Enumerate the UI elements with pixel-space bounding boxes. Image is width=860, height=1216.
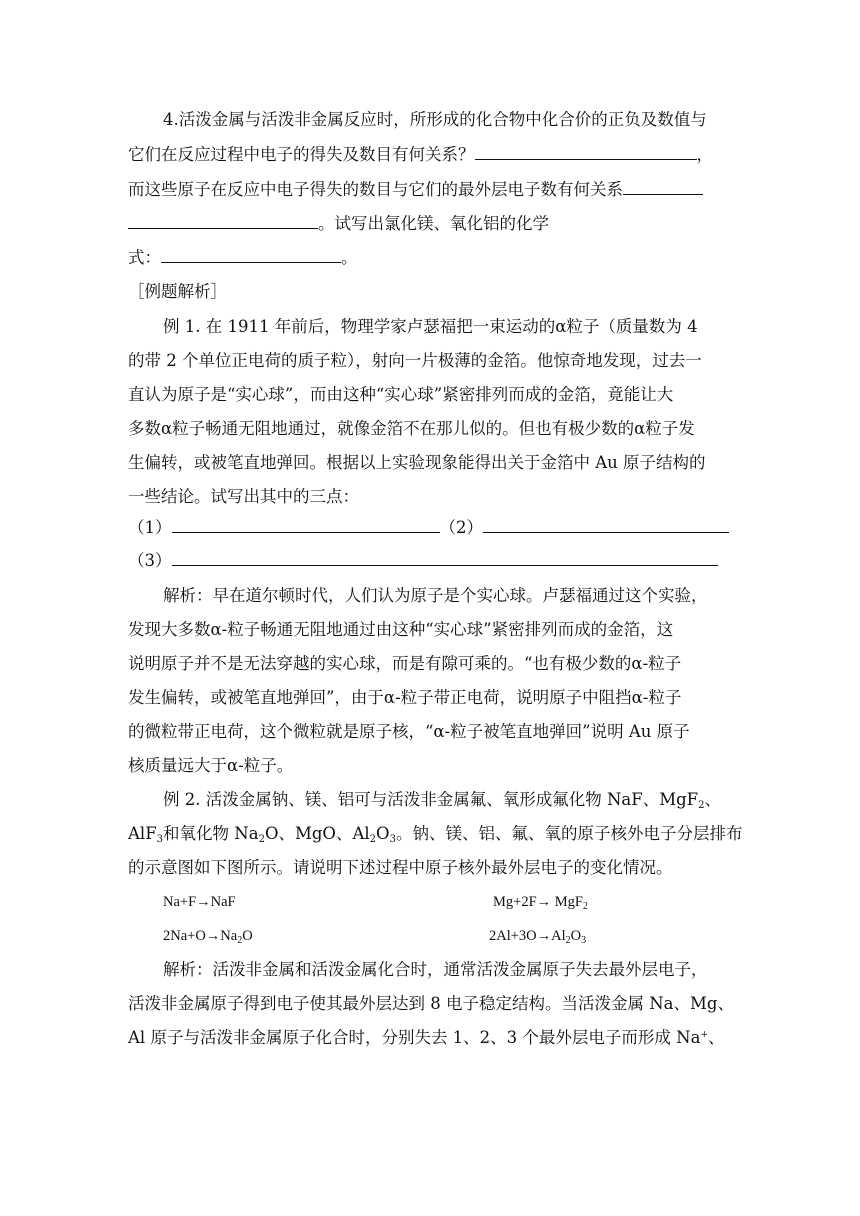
answer-label-3: （3） xyxy=(128,551,172,570)
answer-blank-q4-outer-electrons-a[interactable] xyxy=(623,176,703,195)
equation-4 xyxy=(489,920,586,952)
example2-line-2 xyxy=(128,818,743,850)
example1-line: 一些结论。试写出其中的三点： xyxy=(128,487,359,506)
analysis1-line: 发生偏转，或被笔直地弹回”，由于α-粒子带正电荷，说明原子中阻挡α-粒子 xyxy=(128,688,682,707)
analysis2-line-3-text: Al 原子与活泼非金属原子化合时，分别失去 1、2、3 个最外层电子而形成 Na xyxy=(128,1028,701,1047)
subscript: 2 xyxy=(237,935,243,946)
equation-2 xyxy=(493,886,588,918)
formula-text: O xyxy=(376,824,390,843)
q4-line-1: 4.活泼金属与活泼非金属反应时，所形成的化合物中化合价的正负及数值与 xyxy=(163,110,707,129)
example1-line: 多数α粒子畅通无阻地通过，就像金箔不在那儿似的。但也有极少数的α粒子发 xyxy=(128,419,695,438)
equation-text: O xyxy=(242,928,253,944)
q4-line-4-text: 。试写出氯化镁、氧化铝的化学 xyxy=(318,214,549,233)
q4-line-3 xyxy=(128,174,738,206)
example2-line-1-text: 例 2. 活泼金属钠、镁、铝可与活泼非金属氟、氧形成氟化物 NaF、MgF xyxy=(163,790,699,809)
example2-line-3: 的示意图如下图所示。请说明下述过程中原子核外最外层电子的变化情况。 xyxy=(128,858,673,877)
analysis2-line-2: 活泼非金属原子得到电子使其最外层达到 8 电子稳定结构。当活泼金属 Na、Mg、 xyxy=(128,994,734,1013)
equation-text: 2Na+O→Na xyxy=(163,928,238,944)
answer-label-1: （1） xyxy=(128,518,172,537)
analysis2-line-1: 解析：活泼非金属和活泼金属化合时，通常活泼金属原子失去最外层电子， xyxy=(163,960,708,979)
subscript: 3 xyxy=(581,935,587,946)
q4-line-5 xyxy=(128,242,738,274)
analysis2-line-3 xyxy=(128,1022,738,1054)
analysis1-line: 的微粒带正电荷，这个微粒就是原子核，“α-粒子被笔直地弹回”说明 Au 原子 xyxy=(128,722,690,741)
example1-answer-row-2 xyxy=(128,545,738,577)
equation-1: Na+F→NaF xyxy=(163,894,236,910)
analysis1-line: 发现大多数α-粒子畅通无阻地通过由这种“实心球”紧密排列而成的金箔，这 xyxy=(128,620,674,639)
example2-line-1-end: 、 xyxy=(704,790,721,809)
formula-text: 和氧化物 Na xyxy=(163,824,259,843)
answer-label-2: （2） xyxy=(439,518,483,537)
example1-line: 的带 2 个单位正电荷的质子粒），射向一片极薄的金箔。他惊奇地发现，过去一 xyxy=(128,351,702,370)
subscript: 2 xyxy=(369,834,377,845)
formula-text: O、MgO、Al xyxy=(264,824,370,843)
analysis2-line-3-end: 、 xyxy=(708,1028,725,1047)
equation-text: O xyxy=(570,928,582,944)
analysis1-line: 说明原子并不是无法穿越的实心球，而是有隙可乘的。“也有极少数的α-粒子 xyxy=(128,654,682,673)
answer-blank-q4-relation[interactable] xyxy=(475,141,697,160)
q4-line-4 xyxy=(128,208,738,240)
answer-blank-3[interactable] xyxy=(172,547,718,566)
answer-blank-1[interactable] xyxy=(172,514,440,533)
q4-line-3-text: 而这些原子在反应中电子得失的数目与它们的最外层电子数有何关系 xyxy=(128,180,623,199)
q4-line-5-text: 式： xyxy=(128,248,161,267)
subscript: 2 xyxy=(258,834,265,845)
subscript: 3 xyxy=(389,834,396,845)
example1-answer-row-1 xyxy=(128,512,738,544)
q4-line-2 xyxy=(128,139,738,171)
answer-blank-q4-formula[interactable] xyxy=(161,244,341,263)
subscript: 2 xyxy=(582,901,588,912)
analysis1-line: 核质量远大于α-粒子。 xyxy=(128,756,294,775)
example2-line-1 xyxy=(163,784,773,816)
subscript: 2 xyxy=(698,800,705,811)
example1-line: 生偏转，或被笔直地弹回。根据以上实验现象能得出关于金箔中 Au 原子结构的 xyxy=(128,453,706,472)
q4-line-2-text: 它们在反应过程中电子的得失及数目有何关系？ xyxy=(128,145,475,164)
example2-line-2-text: 。钠、镁、铝、氟、氧的原子核外电子分层排布 xyxy=(395,824,743,843)
subscript: 3 xyxy=(156,834,164,845)
equation-text: Mg+2F→ MgF xyxy=(493,894,583,910)
analysis1-line: 解析：早在道尔顿时代，人们认为原子是个实心球。卢瑟福通过这个实验， xyxy=(163,586,708,605)
q4-line-2-comma: ， xyxy=(696,145,713,164)
answer-blank-2[interactable] xyxy=(483,514,729,533)
example1-line: 直认为原子是“实心球”，而由这种“实心球”紧密排列而成的金箔，竟能让大 xyxy=(128,385,674,404)
subscript: 2 xyxy=(565,935,571,946)
answer-blank-q4-outer-electrons-b[interactable] xyxy=(128,210,318,229)
formula-text: AlF xyxy=(128,824,157,843)
superscript: + xyxy=(700,1030,708,1040)
equation-3 xyxy=(163,920,253,952)
equation-text: 2Al+3O→Al xyxy=(489,928,566,944)
q4-line-5-end: 。 xyxy=(341,248,358,267)
example1-line: 例 1. 在 1911 年前后，物理学家卢瑟福把一束运动的α粒子（质量数为 4 xyxy=(163,317,698,336)
section-header: ［例题解析］ xyxy=(128,282,227,301)
